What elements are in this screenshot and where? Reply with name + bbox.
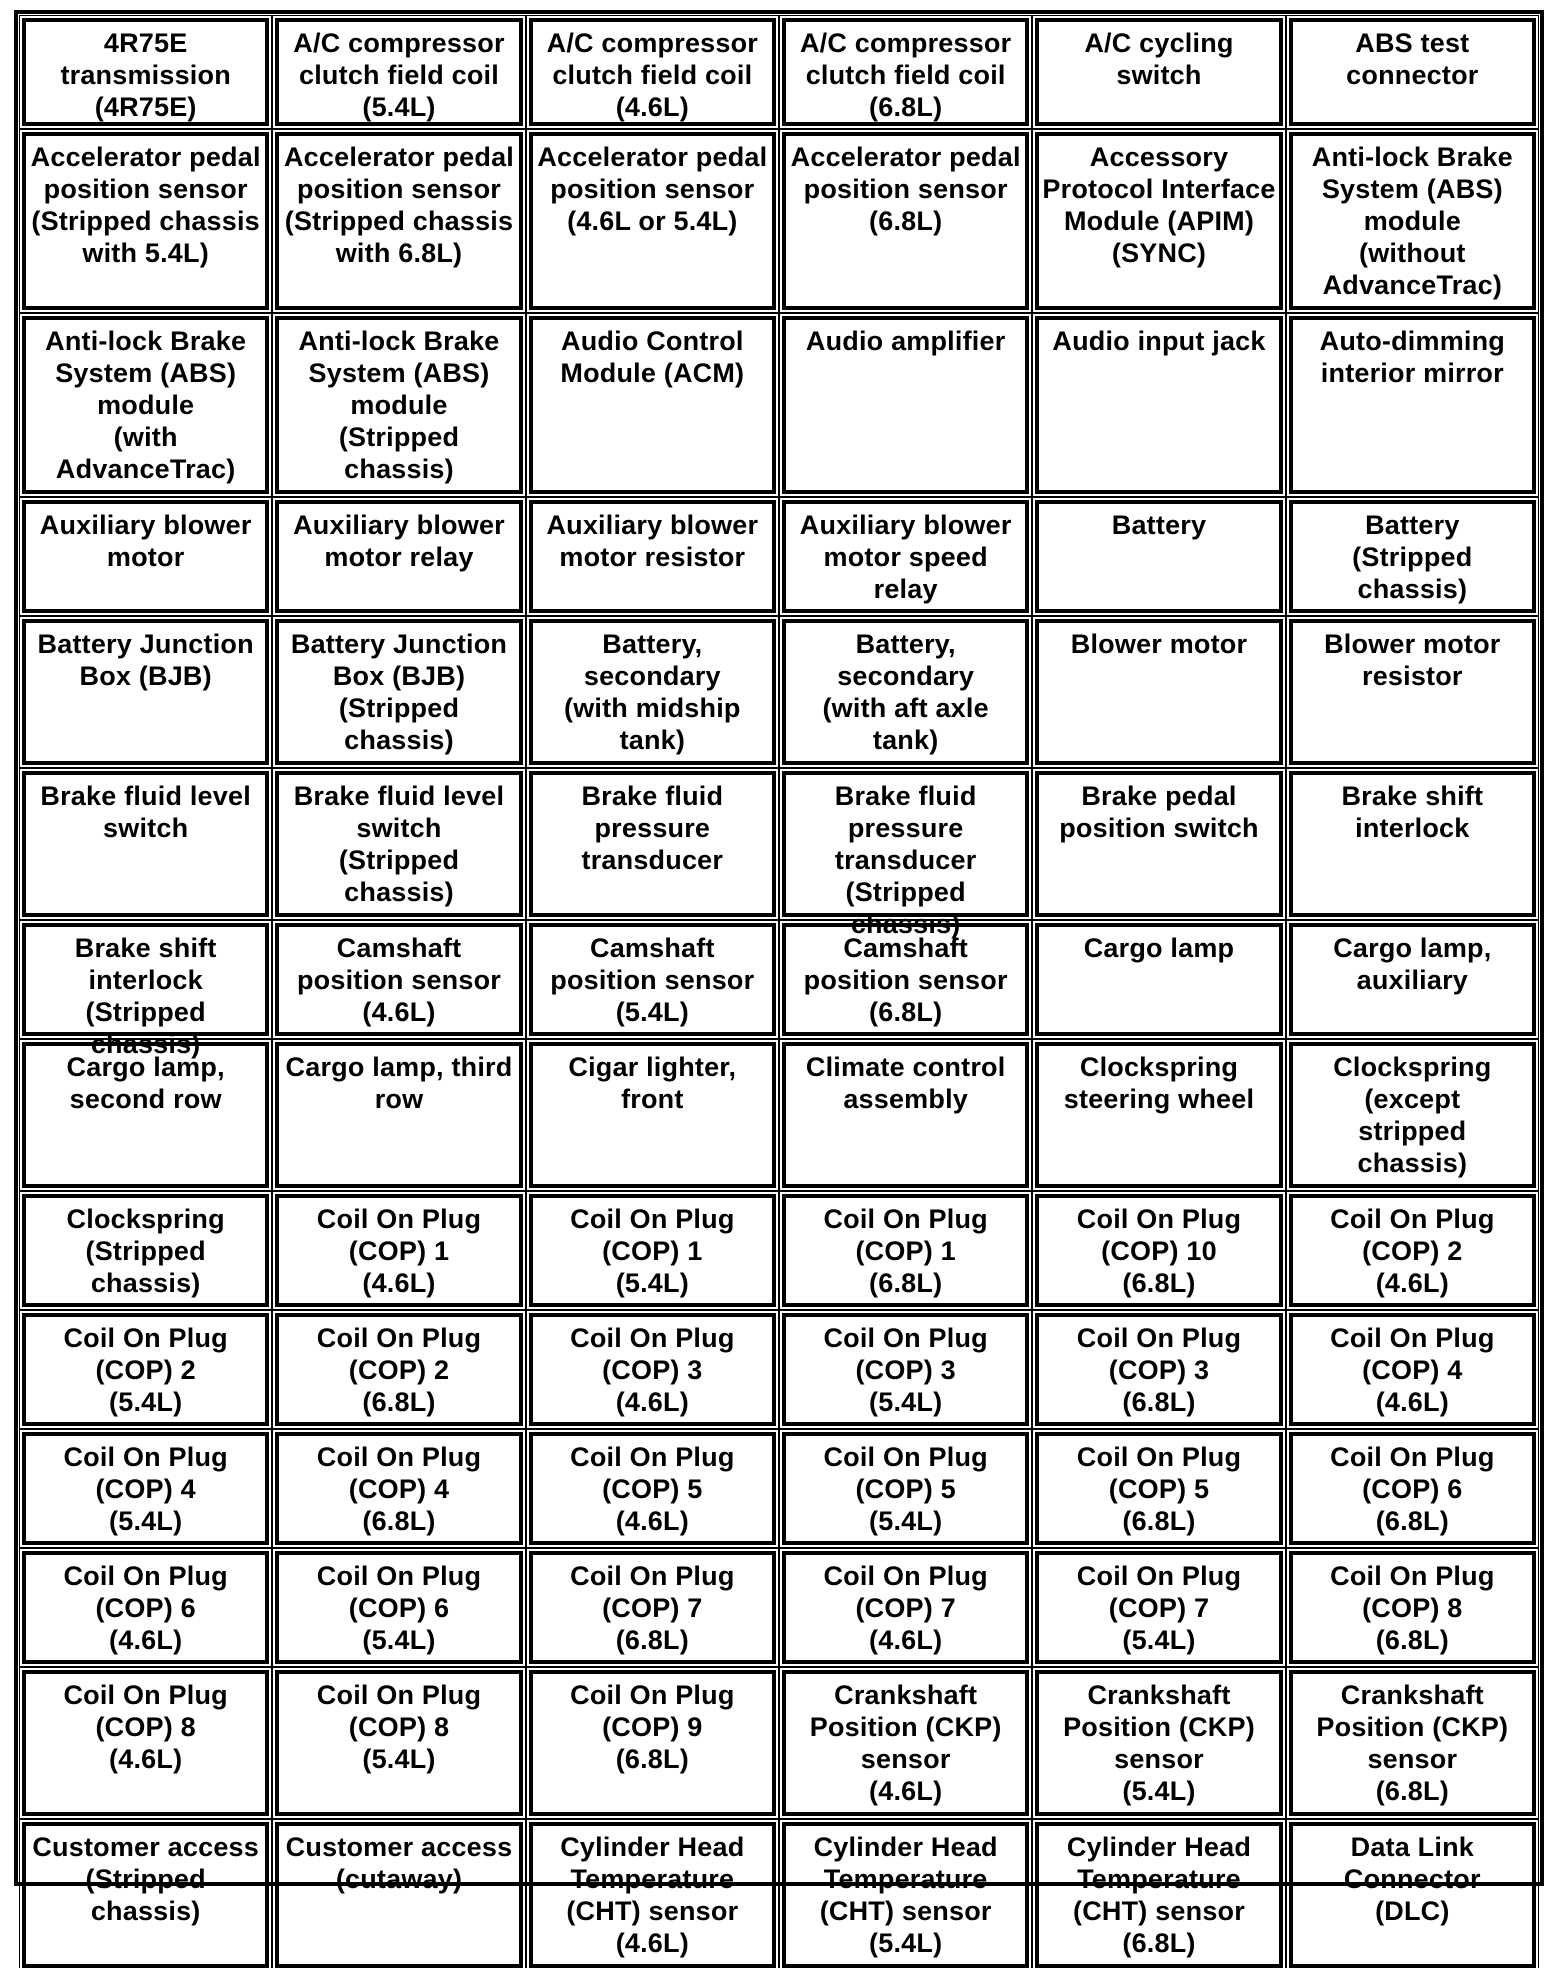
table-cell: Auxiliary blower motor resistor xyxy=(529,500,776,613)
table-cell: Accelerator pedal position sensor (4.6L or 5.4L) xyxy=(529,132,776,310)
table-cell: Coil On Plug (COP) 2 (4.6L) xyxy=(1289,1194,1536,1307)
table-cell: Brake pedal position switch xyxy=(1035,771,1282,917)
table-cell: Coil On Plug (COP) 4 (5.4L) xyxy=(22,1432,269,1545)
table-cell: Camshaft position sensor (6.8L) xyxy=(782,923,1029,1036)
table-cell: Auto-dimming interior mirror xyxy=(1289,316,1536,494)
table-cell: A/C compressor clutch field coil (5.4L) xyxy=(275,18,522,126)
table-cell: Coil On Plug (COP) 8 (5.4L) xyxy=(275,1670,522,1816)
table-cell: Cargo lamp, third row xyxy=(275,1042,522,1188)
table-cell: Coil On Plug (COP) 3 (5.4L) xyxy=(782,1313,1029,1426)
table-cell: Coil On Plug (COP) 7 (4.6L) xyxy=(782,1551,1029,1664)
table-cell: Blower motor resistor xyxy=(1289,619,1536,765)
table-cell: Accelerator pedal position sensor (6.8L) xyxy=(782,132,1029,310)
table-cell: ABS test connector xyxy=(1289,18,1536,126)
table-cell: Battery, secondary (with midship tank) xyxy=(529,619,776,765)
component-index-table xyxy=(14,10,1544,1958)
table-cell: Coil On Plug (COP) 3 (6.8L) xyxy=(1035,1313,1282,1426)
table-cell: A/C cycling switch xyxy=(1035,18,1282,126)
table-cell: Audio input jack xyxy=(1035,316,1282,494)
table-cell: Coil On Plug (COP) 3 (4.6L) xyxy=(529,1313,776,1426)
table-cell: Crankshaft Position (CKP) sensor (4.6L) xyxy=(782,1670,1029,1816)
table-cell: Camshaft position sensor (4.6L) xyxy=(275,923,522,1036)
table-cell: Coil On Plug (COP) 5 (6.8L) xyxy=(1035,1432,1282,1545)
table-cell: Battery (Stripped chassis) xyxy=(1289,500,1536,613)
table-cell: Coil On Plug (COP) 8 (4.6L) xyxy=(22,1670,269,1816)
table-cell: Coil On Plug (COP) 8 (6.8L) xyxy=(1289,1551,1536,1664)
table-cell: A/C compressor clutch field coil (4.6L) xyxy=(529,18,776,126)
table-cell: Coil On Plug (COP) 1 (5.4L) xyxy=(529,1194,776,1307)
table-cell: Coil On Plug (COP) 9 (6.8L) xyxy=(529,1670,776,1816)
table-cell: Crankshaft Position (CKP) sensor (5.4L) xyxy=(1035,1670,1282,1816)
table-cell: Coil On Plug (COP) 6 (5.4L) xyxy=(275,1551,522,1664)
table-cell: Coil On Plug (COP) 5 (4.6L) xyxy=(529,1432,776,1545)
table-cell: Accessory Protocol Interface Module (APIM) (SYNC) xyxy=(1035,132,1282,310)
table-cell: Audio amplifier xyxy=(782,316,1029,494)
table-cell: Brake fluid pressure transducer xyxy=(529,771,776,917)
table-cell: Anti-lock Brake System (ABS) module (without AdvanceTrac) xyxy=(1289,132,1536,310)
table-cell: Cargo lamp xyxy=(1035,923,1282,1036)
table-cell: 4R75E transmission (4R75E) xyxy=(22,18,269,126)
table-cell: Coil On Plug (COP) 2 (5.4L) xyxy=(22,1313,269,1426)
table-cell: Coil On Plug (COP) 4 (4.6L) xyxy=(1289,1313,1536,1426)
table-cell: A/C compressor clutch field coil (6.8L) xyxy=(782,18,1029,126)
table-cell: Customer access (cutaway) xyxy=(275,1822,522,1968)
table-cell: Brake shift interlock (Stripped chassis) xyxy=(22,923,269,1036)
table-cell: Battery Junction Box (BJB) (Stripped chassis) xyxy=(275,619,522,765)
table-cell: Clockspring steering wheel xyxy=(1035,1042,1282,1188)
table-cell: Cylinder Head Temperature (CHT) sensor (6.8L) xyxy=(1035,1822,1282,1968)
table-cell: Coil On Plug (COP) 1 (4.6L) xyxy=(275,1194,522,1307)
table-cell: Auxiliary blower motor relay xyxy=(275,500,522,613)
table-cell: Brake fluid level switch (Stripped chassis) xyxy=(275,771,522,917)
table-cell: Camshaft position sensor (5.4L) xyxy=(529,923,776,1036)
table-cell: Coil On Plug (COP) 7 (5.4L) xyxy=(1035,1551,1282,1664)
table-cell: Cigar lighter, front xyxy=(529,1042,776,1188)
table-cell: Customer access (Stripped chassis) xyxy=(22,1822,269,1968)
table-cell: Blower motor xyxy=(1035,619,1282,765)
table-cell: Clockspring (except stripped chassis) xyxy=(1289,1042,1536,1188)
table-cell: Anti-lock Brake System (ABS) module (Stripped chassis) xyxy=(275,316,522,494)
table-cell: Cylinder Head Temperature (CHT) sensor (5.4L) xyxy=(782,1822,1029,1968)
table-cell: Anti-lock Brake System (ABS) module (with AdvanceTrac) xyxy=(22,316,269,494)
table-cell: Coil On Plug (COP) 6 (6.8L) xyxy=(1289,1432,1536,1545)
table-cell: Coil On Plug (COP) 5 (5.4L) xyxy=(782,1432,1029,1545)
table-cell: Clockspring (Stripped chassis) xyxy=(22,1194,269,1307)
table-cell: Auxiliary blower motor speed relay xyxy=(782,500,1029,613)
table-cell: Crankshaft Position (CKP) sensor (6.8L) xyxy=(1289,1670,1536,1816)
table-cell: Brake fluid level switch xyxy=(22,771,269,917)
table-cell: Data Link Connector (DLC) xyxy=(1289,1822,1536,1968)
table-cell: Coil On Plug (COP) 6 (4.6L) xyxy=(22,1551,269,1664)
table-cell: Brake shift interlock xyxy=(1289,771,1536,917)
table-cell: Coil On Plug (COP) 1 (6.8L) xyxy=(782,1194,1029,1307)
table-cell: Accelerator pedal position sensor (Stripped chassis with 6.8L) xyxy=(275,132,522,310)
table-cell: Battery Junction Box (BJB) xyxy=(22,619,269,765)
table-cell: Coil On Plug (COP) 2 (6.8L) xyxy=(275,1313,522,1426)
table-cell: Cylinder Head Temperature (CHT) sensor (4.6L) xyxy=(529,1822,776,1968)
table-cell: Coil On Plug (COP) 10 (6.8L) xyxy=(1035,1194,1282,1307)
table-cell: Climate control assembly xyxy=(782,1042,1029,1188)
table-cell: Coil On Plug (COP) 4 (6.8L) xyxy=(275,1432,522,1545)
table-cell: Accelerator pedal position sensor (Stripped chassis with 5.4L) xyxy=(22,132,269,310)
table-cell: Audio Control Module (ACM) xyxy=(529,316,776,494)
table-cell: Coil On Plug (COP) 7 (6.8L) xyxy=(529,1551,776,1664)
table-cell: Battery, secondary (with aft axle tank) xyxy=(782,619,1029,765)
table-cell: Cargo lamp, auxiliary xyxy=(1289,923,1536,1036)
table-cell: Cargo lamp, second row xyxy=(22,1042,269,1188)
table-cell: Auxiliary blower motor xyxy=(22,500,269,613)
table-cell: Brake fluid pressure transducer (Stripped chassis) xyxy=(782,771,1029,917)
table-cell: Battery xyxy=(1035,500,1282,613)
